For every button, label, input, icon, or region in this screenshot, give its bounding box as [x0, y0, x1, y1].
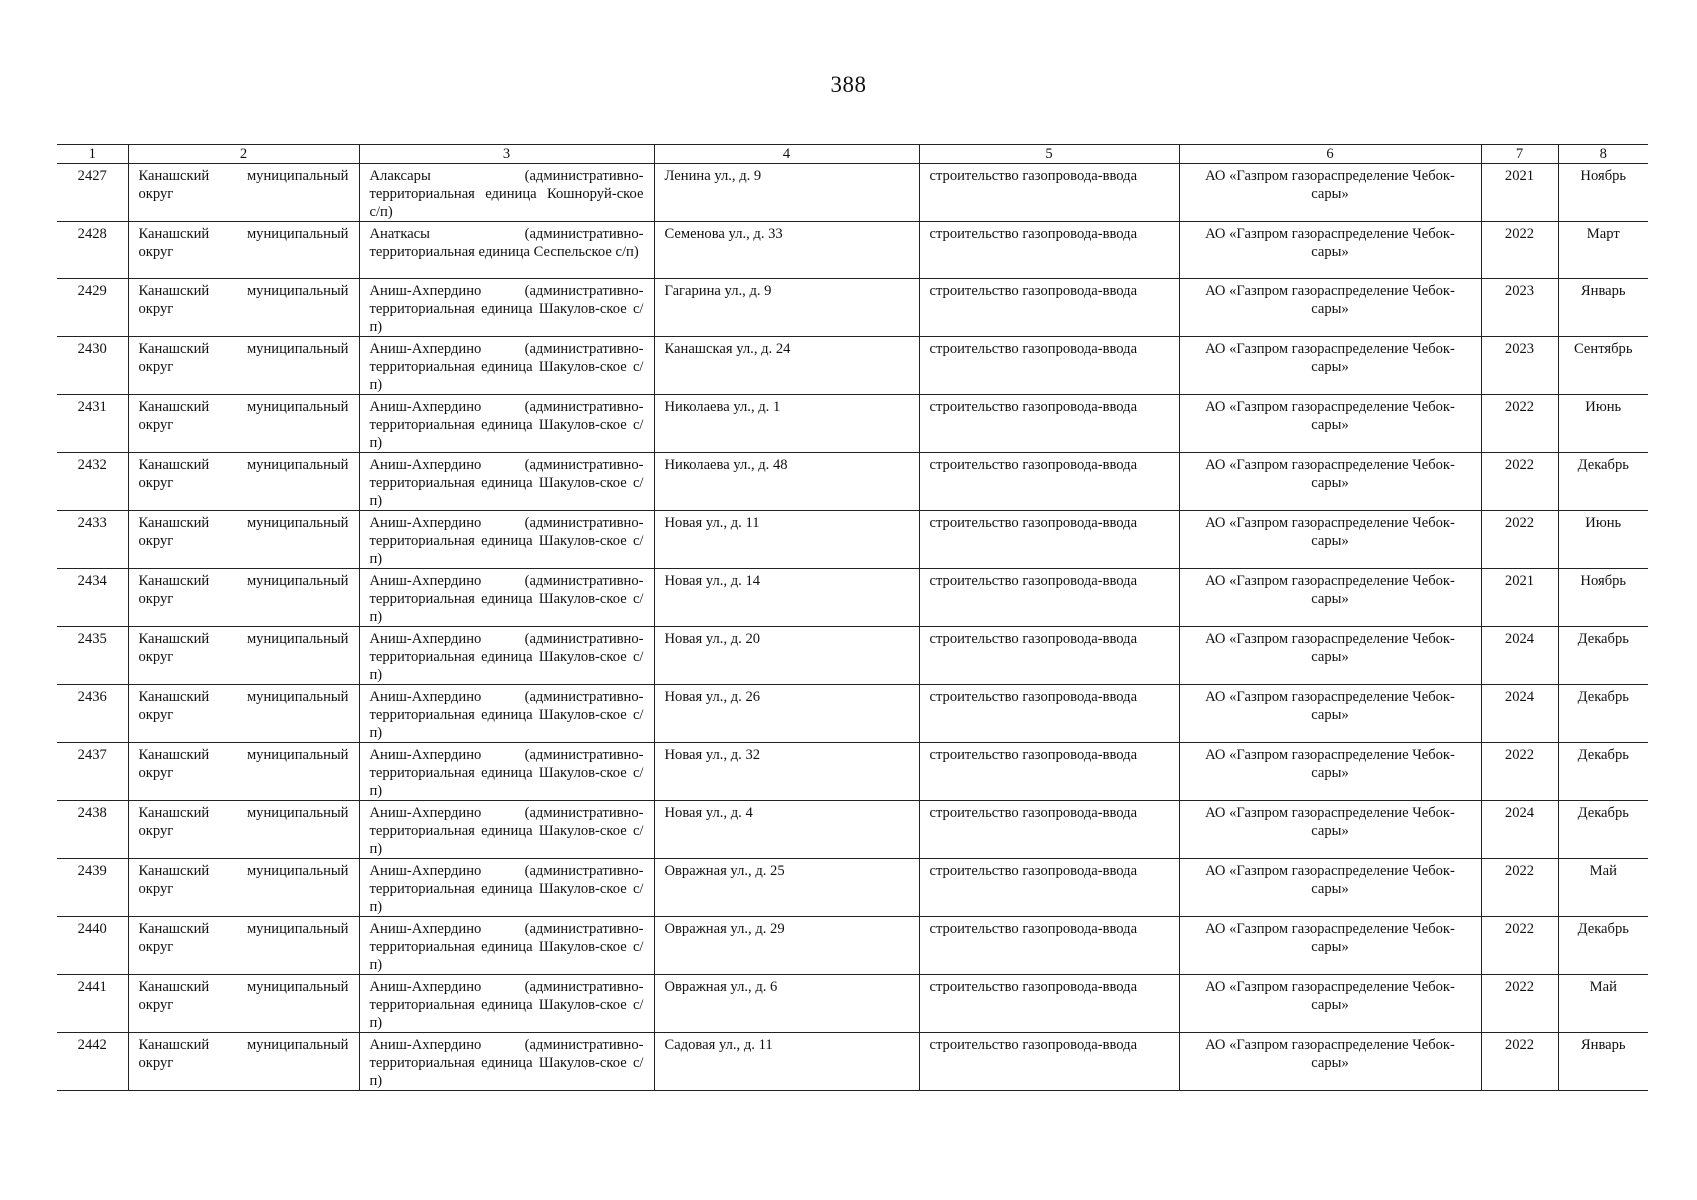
row-number-cell: 2442 — [57, 1032, 128, 1090]
address-cell: Николаева ул., д. 48 — [654, 452, 919, 510]
settlement-cell: Аниш-Ахпердино (административно-территориальная единица Шакулов-ское с/п) — [359, 684, 654, 742]
work-type-cell: строительство газопровода-ввода — [919, 394, 1179, 452]
column-header: 2 — [128, 145, 359, 164]
organization-cell: АО «Газпром газораспределение Чебок-сары» — [1179, 684, 1481, 742]
district-cell: Канашский муниципальный округ — [128, 164, 359, 222]
district-cell: Канашский муниципальный округ — [128, 742, 359, 800]
month-cell: Июнь — [1558, 510, 1648, 568]
work-type-cell: строительство газопровода-ввода — [919, 452, 1179, 510]
district-cell: Канашский муниципальный округ — [128, 684, 359, 742]
organization-cell: АО «Газпром газораспределение Чебок-сары» — [1179, 336, 1481, 394]
row-number-cell: 2427 — [57, 164, 128, 222]
address-cell: Новая ул., д. 4 — [654, 800, 919, 858]
settlement-cell: Аниш-Ахпердино (административно-территориальная единица Шакулов-ское с/п) — [359, 568, 654, 626]
month-cell: Сентябрь — [1558, 336, 1648, 394]
address-cell: Новая ул., д. 14 — [654, 568, 919, 626]
row-number-cell: 2432 — [57, 452, 128, 510]
year-cell: 2022 — [1481, 742, 1558, 800]
year-cell: 2021 — [1481, 164, 1558, 222]
month-cell: Май — [1558, 858, 1648, 916]
row-number-cell: 2429 — [57, 278, 128, 336]
address-cell: Ленина ул., д. 9 — [654, 164, 919, 222]
year-cell: 2023 — [1481, 278, 1558, 336]
month-cell: Декабрь — [1558, 916, 1648, 974]
year-cell: 2022 — [1481, 1032, 1558, 1090]
settlement-cell: Аниш-Ахпердино (административно-территориальная единица Шакулов-ское с/п) — [359, 626, 654, 684]
organization-cell: АО «Газпром газораспределение Чебок-сары» — [1179, 626, 1481, 684]
year-cell: 2022 — [1481, 452, 1558, 510]
column-number-row — [57, 145, 1648, 164]
work-type-cell: строительство газопровода-ввода — [919, 916, 1179, 974]
row-number-cell: 2431 — [57, 394, 128, 452]
work-type-cell: строительство газопровода-ввода — [919, 800, 1179, 858]
year-cell: 2022 — [1481, 394, 1558, 452]
district-cell: Канашский муниципальный округ — [128, 510, 359, 568]
work-type-cell: строительство газопровода-ввода — [919, 336, 1179, 394]
column-header: 6 — [1179, 145, 1481, 164]
settlement-cell: Аниш-Ахпердино (административно-территориальная единица Шакулов-ское с/п) — [359, 510, 654, 568]
table-row — [57, 1032, 1648, 1090]
table-row — [57, 800, 1648, 858]
address-cell: Николаева ул., д. 1 — [654, 394, 919, 452]
month-cell: Декабрь — [1558, 742, 1648, 800]
row-number-cell: 2436 — [57, 684, 128, 742]
address-cell: Гагарина ул., д. 9 — [654, 278, 919, 336]
row-number-cell: 2435 — [57, 626, 128, 684]
table-row — [57, 626, 1648, 684]
district-cell: Канашский муниципальный округ — [128, 974, 359, 1032]
organization-cell: АО «Газпром газораспределение Чебок-сары» — [1179, 222, 1481, 279]
address-cell: Семенова ул., д. 33 — [654, 222, 919, 279]
settlement-cell: Аниш-Ахпердино (административно-территориальная единица Шакулов-ское с/п) — [359, 394, 654, 452]
district-cell: Канашский муниципальный округ — [128, 222, 359, 279]
row-number-cell: 2439 — [57, 858, 128, 916]
work-type-cell: строительство газопровода-ввода — [919, 510, 1179, 568]
address-cell: Овражная ул., д. 29 — [654, 916, 919, 974]
district-cell: Канашский муниципальный округ — [128, 452, 359, 510]
month-cell: Декабрь — [1558, 684, 1648, 742]
district-cell: Канашский муниципальный округ — [128, 336, 359, 394]
address-cell: Новая ул., д. 20 — [654, 626, 919, 684]
year-cell: 2024 — [1481, 684, 1558, 742]
settlement-cell: Аниш-Ахпердино (административно-территориальная единица Шакулов-ское с/п) — [359, 974, 654, 1032]
organization-cell: АО «Газпром газораспределение Чебок-сары» — [1179, 800, 1481, 858]
settlement-cell: Алаксары (административно-территориальная единица Кошноруй-ское с/п) — [359, 164, 654, 222]
month-cell: Декабрь — [1558, 626, 1648, 684]
organization-cell: АО «Газпром газораспределение Чебок-сары» — [1179, 452, 1481, 510]
address-cell: Канашская ул., д. 24 — [654, 336, 919, 394]
district-cell: Канашский муниципальный округ — [128, 568, 359, 626]
row-number-cell: 2433 — [57, 510, 128, 568]
work-type-cell: строительство газопровода-ввода — [919, 568, 1179, 626]
table-row — [57, 568, 1648, 626]
address-cell: Овражная ул., д. 6 — [654, 974, 919, 1032]
table-row — [57, 452, 1648, 510]
page-number: 388 — [830, 72, 867, 97]
row-number-cell: 2441 — [57, 974, 128, 1032]
work-type-cell: строительство газопровода-ввода — [919, 684, 1179, 742]
organization-cell: АО «Газпром газораспределение Чебок-сары» — [1179, 164, 1481, 222]
year-cell: 2022 — [1481, 222, 1558, 279]
work-type-cell: строительство газопровода-ввода — [919, 974, 1179, 1032]
district-cell: Канашский муниципальный округ — [128, 800, 359, 858]
year-cell: 2024 — [1481, 626, 1558, 684]
district-cell: Канашский муниципальный округ — [128, 858, 359, 916]
work-type-cell: строительство газопровода-ввода — [919, 742, 1179, 800]
table-row — [57, 684, 1648, 742]
organization-cell: АО «Газпром газораспределение Чебок-сары» — [1179, 394, 1481, 452]
address-cell: Овражная ул., д. 25 — [654, 858, 919, 916]
row-number-cell: 2437 — [57, 742, 128, 800]
column-header: 3 — [359, 145, 654, 164]
month-cell: Июнь — [1558, 394, 1648, 452]
table-row — [57, 858, 1648, 916]
settlement-cell: Аниш-Ахпердино (административно-территориальная единица Шакулов-ское с/п) — [359, 858, 654, 916]
row-number-cell: 2428 — [57, 222, 128, 279]
organization-cell: АО «Газпром газораспределение Чебок-сары» — [1179, 510, 1481, 568]
year-cell: 2022 — [1481, 858, 1558, 916]
month-cell: Декабрь — [1558, 452, 1648, 510]
table-row — [57, 394, 1648, 452]
settlement-cell: Аниш-Ахпердино (административно-территориальная единица Шакулов-ское с/п) — [359, 278, 654, 336]
settlement-cell: Аниш-Ахпердино (административно-территориальная единица Шакулов-ское с/п) — [359, 800, 654, 858]
table-row — [57, 974, 1648, 1032]
year-cell: 2022 — [1481, 510, 1558, 568]
address-cell: Новая ул., д. 32 — [654, 742, 919, 800]
row-number-cell: 2434 — [57, 568, 128, 626]
month-cell: Май — [1558, 974, 1648, 1032]
column-header: 5 — [919, 145, 1179, 164]
column-header: 4 — [654, 145, 919, 164]
work-type-cell: строительство газопровода-ввода — [919, 222, 1179, 279]
work-type-cell: строительство газопровода-ввода — [919, 278, 1179, 336]
table-row — [57, 916, 1648, 974]
table-row — [57, 164, 1648, 222]
address-cell: Новая ул., д. 11 — [654, 510, 919, 568]
organization-cell: АО «Газпром газораспределение Чебок-сары» — [1179, 278, 1481, 336]
table-row — [57, 222, 1648, 279]
district-cell: Канашский муниципальный округ — [128, 1032, 359, 1090]
gas-pipeline-register-table — [57, 144, 1648, 1091]
month-cell: Декабрь — [1558, 800, 1648, 858]
settlement-cell: Аниш-Ахпердино (административно-территориальная единица Шакулов-ское с/п) — [359, 452, 654, 510]
month-cell: Январь — [1558, 278, 1648, 336]
district-cell: Канашский муниципальный округ — [128, 916, 359, 974]
organization-cell: АО «Газпром газораспределение Чебок-сары» — [1179, 742, 1481, 800]
organization-cell: АО «Газпром газораспределение Чебок-сары» — [1179, 1032, 1481, 1090]
organization-cell: АО «Газпром газораспределение Чебок-сары» — [1179, 974, 1481, 1032]
year-cell: 2023 — [1481, 336, 1558, 394]
table-row — [57, 510, 1648, 568]
work-type-cell: строительство газопровода-ввода — [919, 626, 1179, 684]
organization-cell: АО «Газпром газораспределение Чебок-сары» — [1179, 916, 1481, 974]
work-type-cell: строительство газопровода-ввода — [919, 164, 1179, 222]
work-type-cell: строительство газопровода-ввода — [919, 1032, 1179, 1090]
district-cell: Канашский муниципальный округ — [128, 394, 359, 452]
district-cell: Канашский муниципальный округ — [128, 626, 359, 684]
year-cell: 2021 — [1481, 568, 1558, 626]
column-header: 7 — [1481, 145, 1558, 164]
row-number-cell: 2438 — [57, 800, 128, 858]
organization-cell: АО «Газпром газораспределение Чебок-сары» — [1179, 568, 1481, 626]
address-cell: Новая ул., д. 26 — [654, 684, 919, 742]
table-row — [57, 336, 1648, 394]
column-header: 1 — [57, 145, 128, 164]
settlement-cell: Аниш-Ахпердино (административно-территориальная единица Шакулов-ское с/п) — [359, 916, 654, 974]
month-cell: Ноябрь — [1558, 164, 1648, 222]
column-header: 8 — [1558, 145, 1648, 164]
work-type-cell: строительство газопровода-ввода — [919, 858, 1179, 916]
month-cell: Март — [1558, 222, 1648, 279]
row-number-cell: 2440 — [57, 916, 128, 974]
year-cell: 2022 — [1481, 974, 1558, 1032]
row-number-cell: 2430 — [57, 336, 128, 394]
district-cell: Канашский муниципальный округ — [128, 278, 359, 336]
settlement-cell: Анаткасы (административно-территориальная единица Сеспельское с/п) — [359, 222, 654, 279]
settlement-cell: Аниш-Ахпердино (административно-территориальная единица Шакулов-ское с/п) — [359, 1032, 654, 1090]
table-row — [57, 278, 1648, 336]
organization-cell: АО «Газпром газораспределение Чебок-сары» — [1179, 858, 1481, 916]
address-cell: Садовая ул., д. 11 — [654, 1032, 919, 1090]
table-row — [57, 742, 1648, 800]
settlement-cell: Аниш-Ахпердино (административно-территориальная единица Шакулов-ское с/п) — [359, 336, 654, 394]
year-cell: 2022 — [1481, 916, 1558, 974]
year-cell: 2024 — [1481, 800, 1558, 858]
settlement-cell: Аниш-Ахпердино (административно-территориальная единица Шакулов-ское с/п) — [359, 742, 654, 800]
month-cell: Ноябрь — [1558, 568, 1648, 626]
month-cell: Январь — [1558, 1032, 1648, 1090]
